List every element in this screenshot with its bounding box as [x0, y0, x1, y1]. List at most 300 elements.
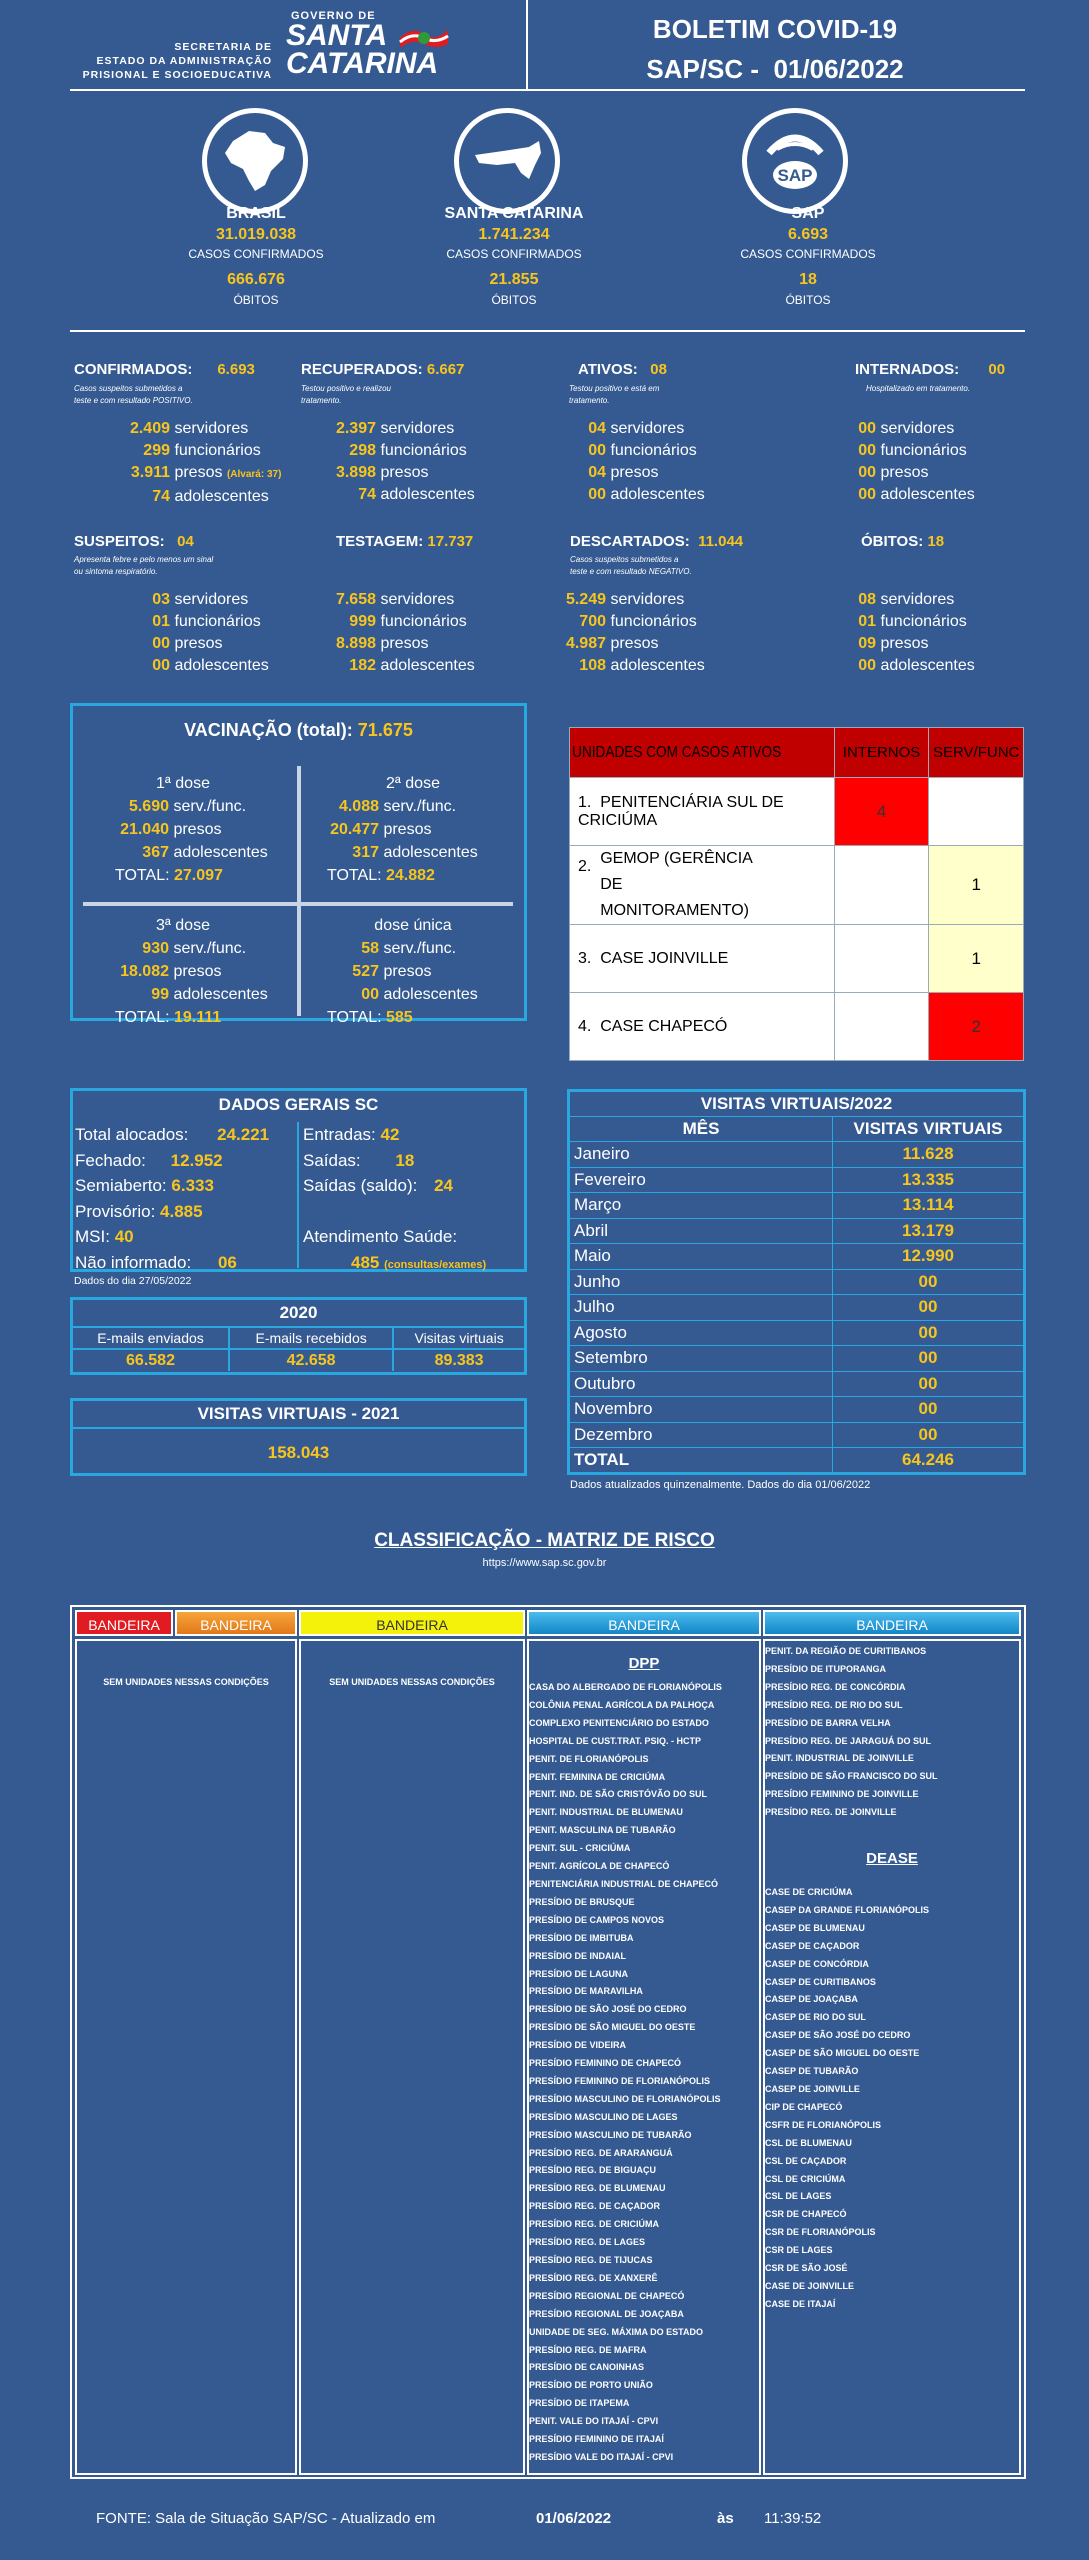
general-value: 24 [434, 1176, 453, 1195]
table-row [569, 1320, 1025, 1346]
unit-list-item: PRESÍDIO DE PORTO UNIÃO [529, 2380, 653, 2391]
stat-label: ÓBITOS: [861, 533, 924, 550]
unit-cell [570, 925, 835, 993]
unit-cell [570, 993, 835, 1061]
stat-value: 298 [349, 442, 376, 459]
stat-total: 6.667 [426, 361, 465, 378]
stat-total: 18 [927, 533, 945, 550]
stat-category: funcionários [880, 442, 967, 459]
table-row [569, 1193, 1025, 1219]
month-cell: Junho [569, 1269, 833, 1295]
visits-cell: 00 [833, 1371, 1025, 1397]
unit-list-item: CSL DE CRICIÚMA [765, 2173, 846, 2184]
unit-name: GEMOP (GERÊNCIA DE MONITORAMENTO) [600, 850, 752, 919]
note-line: tratamento. [569, 396, 610, 405]
note-line: Casos suspeitos submetidos a [570, 555, 679, 564]
stat-total: 17.737 [427, 533, 474, 550]
dose-value: 99 [151, 986, 169, 1003]
unit-list-item: PRESÍDIO REG. DE RIO DO SUL [765, 1699, 903, 1710]
dose-category: adolescentes [173, 844, 268, 861]
general-label: Total alocados: [75, 1125, 189, 1144]
region-sc [394, 205, 634, 307]
stat-list-testagem [306, 589, 475, 677]
stat-category: adolescentes [610, 486, 705, 503]
unit-list-item: PENIT. MASCULINA DE TUBARÃO [529, 1825, 676, 1836]
dose-category: presos [173, 963, 222, 980]
unit-list-item: CASA DO ALBERGADO DE FLORIANÓPOLIS [529, 1682, 722, 1692]
general-date-note: Dados do dia 27/05/2022 [74, 1275, 192, 1287]
stat-value: 00 [858, 464, 876, 481]
unit-list-item: PRESÍDIO REG. DE MAFRA [529, 2344, 647, 2355]
general-divider [297, 1122, 299, 1268]
stat-label: TESTAGEM: [336, 533, 424, 550]
dose-2 [303, 772, 523, 887]
table-row [570, 846, 1024, 925]
unit-list-item: PRESÍDIO REG. DE JARAGUÁ DO SUL [765, 1735, 932, 1746]
stat-value: 00 [588, 442, 606, 459]
unit-list-item: PRESÍDIO MASCULINO DE LAGES [529, 2111, 678, 2122]
dose-category: presos [383, 963, 432, 980]
unit-cell [570, 778, 835, 846]
region-deaths: 18 [799, 271, 817, 288]
col-emails-received: E-mails recebidos [229, 1327, 393, 1349]
footer-source: FONTE: Sala de Situação SAP/SC - Atualizado em [96, 2510, 436, 2527]
month-cell: Abril [569, 1218, 833, 1244]
unit-list-item: PRESÍDIO REG. DE XANXERÊ [529, 2272, 658, 2283]
logo-top-text: GOVERNO DE [291, 10, 376, 22]
dose-value: 527 [352, 963, 379, 980]
risk-url: https://www.sap.sc.gov.br [482, 1557, 607, 1569]
region-cases-label: CASOS CONFIRMADOS [188, 247, 324, 261]
note-line: teste e com resultado POSITIVO. [74, 396, 193, 405]
flag-orange: BANDEIRA [175, 1610, 297, 1636]
internos-count: 4 [834, 778, 929, 846]
stat-suspeitos [74, 533, 194, 550]
stat-value: 74 [152, 488, 170, 505]
general-label: Provisório: [75, 1201, 156, 1221]
unit-list-item: PRESÍDIO DE MARAVILHA [529, 1986, 643, 1997]
unit-list-item: PRESÍDIO FEMININO DE CHAPECÓ [529, 2058, 682, 2069]
unit-list-item: PENIT. DA REGIÃO DE CURITIBANOS [765, 1646, 927, 1656]
footer-time: 11:39:52 [764, 2510, 822, 2527]
footer [96, 2510, 435, 2527]
stat-category: funcionários [174, 613, 261, 630]
stat-value: 00 [152, 635, 170, 652]
month-cell: Março [569, 1193, 833, 1219]
table-row [569, 1269, 1025, 1295]
stat-category: presos [380, 635, 429, 652]
region-deaths-label: ÓBITOS [785, 293, 831, 307]
visits-cell: 00 [833, 1397, 1025, 1423]
visits-cell: 12.990 [833, 1244, 1025, 1270]
visits-header: VISITAS VIRTUAIS [833, 1116, 1025, 1142]
stat-category: funcionários [380, 442, 467, 459]
month-cell: Fevereiro [569, 1167, 833, 1193]
virtual-2022-note: Dados atualizados quinzenalmente. Dados do dia 01/06/2022 [570, 1479, 871, 1491]
month-cell: Janeiro [569, 1142, 833, 1168]
stat-note [570, 554, 692, 578]
header-underline [70, 89, 1025, 91]
stat-category: servidores [380, 420, 455, 437]
unit-list-item: PRESÍDIO DE LAGUNA [529, 1968, 629, 1979]
year-2021-value: 158.043 [267, 1443, 330, 1462]
unit-list-item: PRESÍDIO DE IMBITUBA [529, 1932, 634, 1943]
unit-number: 1. [578, 793, 592, 811]
unit-list-item: PRESÍDIO REG. DE JOINVILLE [765, 1807, 897, 1818]
unit-list-item: PRESÍDIO DE CAMPOS NOVOS [529, 1914, 665, 1925]
serv-func-header: SERV/FUNC [929, 728, 1024, 778]
stat-category: presos [610, 464, 659, 481]
dose-title: 2ª dose [386, 775, 440, 792]
unit-name: CASE CHAPECÓ [600, 1017, 728, 1035]
active-units-header: UNIDADES COM CASOS ATIVOS [570, 728, 795, 778]
secretaria-line: PRISIONAL E SOCIOEDUCATIVA [82, 69, 272, 81]
general-label: Saídas: [303, 1150, 361, 1170]
unit-list-item: PRESÍDIO REGIONAL DE CHAPECÓ [529, 2290, 685, 2301]
serv-func-count [929, 778, 1024, 846]
flag-blue-1: BANDEIRA [527, 1610, 761, 1636]
month-cell: Outubro [569, 1371, 833, 1397]
dose-1 [73, 772, 293, 887]
stat-category: servidores [174, 420, 249, 437]
dose-total: 585 [385, 1009, 413, 1026]
stat-label: INTERNADOS: [855, 361, 960, 378]
dose-value: 367 [142, 844, 169, 861]
visits-cell: 00 [833, 1269, 1025, 1295]
flag-blue-2: BANDEIRA [763, 1610, 1021, 1636]
stat-category: servidores [610, 591, 685, 608]
unit-list-item: PENIT. DE FLORIANÓPOLIS [529, 1753, 649, 1764]
col-emails-sent: E-mails enviados [73, 1327, 229, 1349]
unit-list-item: PRESÍDIO DE BRUSQUE [529, 1896, 635, 1907]
general-value: 40 [114, 1227, 134, 1246]
region-cases: 31.019.038 [215, 226, 297, 243]
general-left [75, 1122, 269, 1275]
serv-func-count: 2 [929, 993, 1024, 1061]
footer-at: às [717, 2510, 734, 2527]
unit-list-item: CASEP DE SÃO JOSÉ DO CEDRO [765, 2030, 911, 2041]
stat-note [866, 383, 970, 395]
stat-value: 00 [152, 657, 170, 674]
unit-list-item: PRESÍDIO DE ITUPORANGA [765, 1663, 887, 1674]
unit-list-item: HOSPITAL DE CUST.TRAT. PSIQ. - HCTP [529, 1735, 702, 1746]
region-deaths-label: ÓBITOS [233, 293, 279, 307]
month-cell: Maio [569, 1244, 833, 1270]
stat-value: 00 [858, 420, 876, 437]
dpp-title: DPP [628, 1655, 660, 1672]
stat-recuperados [301, 361, 464, 378]
vaccination-vertical-divider [297, 766, 301, 1016]
risk-matrix [70, 1605, 1026, 2479]
month-header: MÊS [569, 1116, 833, 1142]
flag-red: BANDEIRA [75, 1610, 173, 1636]
stat-value: 00 [588, 486, 606, 503]
alvara-note: (Alvará: 37) [226, 469, 282, 480]
dose-total-label: TOTAL: [327, 867, 382, 884]
stat-category: adolescentes [880, 486, 975, 503]
month-cell: Agosto [569, 1320, 833, 1346]
year-2021-title: VISITAS VIRTUAIS - 2021 [197, 1404, 400, 1423]
unit-list-item: PRESÍDIO FEMININO DE JOINVILLE [765, 1789, 919, 1800]
dease-title: DEASE [866, 1850, 918, 1867]
stat-category: funcionários [880, 613, 967, 630]
unit-list-item: CASEP DE JOINVILLE [765, 2083, 860, 2094]
stat-category: presos [880, 464, 929, 481]
unit-list-item: CSFR DE FLORIANÓPOLIS [765, 2119, 882, 2130]
stat-value: 3.898 [335, 464, 376, 481]
dose-category: presos [173, 821, 222, 838]
unit-list-item: PRESÍDIO REG. DE LAGES [529, 2237, 646, 2248]
region-name: SANTA CATARINA [444, 205, 584, 222]
stat-total: 6.693 [217, 361, 255, 378]
general-data-box [70, 1088, 527, 1272]
dose-total: 24.882 [385, 867, 435, 884]
region-cases-label: CASOS CONFIRMADOS [446, 247, 582, 261]
sap-logo-icon [747, 113, 843, 209]
note-line: Casos suspeitos submetidos a [74, 384, 183, 393]
unit-list-item: CASEP DA GRANDE FLORIANÓPOLIS [765, 1904, 930, 1915]
dose-value: 21.040 [120, 821, 169, 838]
secretaria-line: ESTADO DA ADMINISTRAÇÃO [96, 55, 272, 67]
vaccination-title [73, 720, 524, 741]
unit-list-item: PRESÍDIO REG. DE ARARANGUÁ [529, 2147, 673, 2158]
stat-list-descartados [530, 589, 705, 677]
unit-list-item: PRESÍDIO DE VIDEIRA [529, 2040, 627, 2051]
year-2020-box [70, 1297, 527, 1375]
visits-cell: 13.114 [833, 1193, 1025, 1219]
dose-value: 5.690 [128, 798, 169, 815]
internos-count [834, 846, 929, 925]
stat-value: 999 [349, 613, 376, 630]
stat-label: CONFIRMADOS: [74, 361, 193, 378]
footer-date: 01/06/2022 [536, 2510, 612, 2527]
table-row [570, 778, 1024, 846]
month-cell: Julho [569, 1295, 833, 1321]
unit-list-item: CSR DE LAGES [765, 2245, 833, 2256]
stat-category: presos [880, 635, 929, 652]
table-row [570, 993, 1024, 1061]
virtual-visits-2022-table [567, 1089, 1026, 1475]
risk-col-1 [75, 1639, 297, 2475]
general-label: Entradas: [303, 1125, 376, 1144]
dose-value: 930 [142, 940, 169, 957]
internos-count [834, 993, 929, 1061]
unit-list-item: CASEP DE CAÇADOR [765, 1940, 860, 1951]
dose-value: 20.477 [330, 821, 379, 838]
stat-value: 00 [858, 486, 876, 503]
dose-value: 18.082 [120, 963, 169, 980]
health-value: 485 [351, 1252, 380, 1272]
general-value: 4.885 [160, 1201, 203, 1221]
stat-total: 04 [177, 533, 194, 550]
stat-list-confirmados [100, 418, 281, 508]
unit-list-item: PENIT. SUL - CRICIÚMA [529, 1843, 631, 1854]
active-units-table [569, 727, 1024, 1061]
dose-total: 27.097 [173, 867, 223, 884]
unit-list-item: PRESÍDIO FEMININO DE ITAJAÍ [529, 2434, 664, 2445]
stat-value: 08 [858, 591, 876, 608]
general-value: 18 [395, 1150, 415, 1170]
dose-value: 00 [361, 986, 379, 1003]
general-value: 42 [380, 1125, 400, 1144]
region-deaths-label: ÓBITOS [491, 293, 537, 307]
table-row [569, 1422, 1025, 1448]
visits-cell: 00 [833, 1295, 1025, 1321]
stat-list-recuperados [306, 418, 475, 506]
unit-number: 3. [578, 949, 592, 967]
stat-value: 01 [152, 613, 170, 630]
note-line: ou sintoma respiratório. [74, 567, 158, 576]
unit-list-item: COLÔNIA PENAL AGRÍCOLA DA PALHOÇA [529, 1699, 715, 1710]
stat-list-internados [836, 418, 975, 506]
table-row [569, 1397, 1025, 1423]
unit-list-item: PRESÍDIO VALE DO ITAJAÍ - CPVI [529, 2451, 674, 2462]
visits-cell: 00 [833, 1320, 1025, 1346]
region-circle-brasil [202, 108, 308, 214]
dose-title: 3ª dose [156, 917, 210, 934]
unit-list-item: PRESÍDIO MASCULINO DE FLORIANÓPOLIS [529, 2093, 721, 2104]
visits-cell: 13.179 [833, 1218, 1025, 1244]
year-2021-box [70, 1398, 527, 1476]
stat-label: RECUPERADOS: [301, 361, 423, 378]
unit-list-item: PENIT. IND. DE SÃO CRISTÓVÃO DO SUL [529, 1789, 708, 1800]
unit-list-item: PRESÍDIO DE SÃO JOSÉ DO CEDRO [529, 2004, 687, 2015]
stat-category: presos [380, 464, 429, 481]
dease-list [765, 1884, 929, 2314]
unit-list-item: CSL DE CAÇADOR [765, 2155, 847, 2166]
general-title: DADOS GERAIS SC [218, 1095, 379, 1114]
health-label: Atendimento Saúde: [303, 1227, 458, 1246]
stat-value: 5.249 [565, 591, 606, 608]
unit-list-item: COMPLEXO PENITENCIÁRIO DO ESTADO [529, 1717, 709, 1728]
secretaria-line: SECRETARIA DE [174, 41, 272, 53]
stat-category: funcionários [380, 613, 467, 630]
table-row [569, 1371, 1025, 1397]
stat-category: presos [174, 464, 223, 481]
stat-value: 04 [588, 464, 606, 481]
stat-value: 4.987 [565, 635, 606, 652]
stat-value: 2.397 [335, 420, 376, 437]
general-value: 24.221 [217, 1125, 270, 1144]
note-line: tratamento. [301, 396, 342, 405]
stat-category: funcionários [610, 613, 697, 630]
dose-3 [73, 914, 293, 1029]
stat-list-obitos [836, 589, 975, 677]
region-circle-sc [454, 108, 560, 214]
visits-cell: 00 [833, 1346, 1025, 1372]
unit-list-item: PRESÍDIO DE BARRA VELHA [765, 1717, 891, 1728]
dose-total: 19.111 [173, 1009, 222, 1026]
government-logo [286, 10, 466, 85]
dose-value: 4.088 [338, 798, 379, 815]
stat-category: servidores [880, 420, 955, 437]
general-value: 06 [217, 1252, 237, 1272]
serv-func-count: 1 [929, 846, 1024, 925]
table-row [569, 1142, 1025, 1168]
stat-value: 01 [858, 613, 876, 630]
secretaria-text [60, 40, 272, 82]
stat-obitos [861, 533, 944, 550]
unit-name: PENITENCIÁRIA SUL DE CRICIÚMA [578, 793, 784, 829]
stat-value: 8.898 [335, 635, 376, 652]
region-brasil [156, 205, 356, 307]
unit-list-item: PRESÍDIO DE SÃO FRANCISCO DO SUL [765, 1771, 938, 1782]
stat-category: funcionários [610, 442, 697, 459]
stat-category: servidores [380, 591, 455, 608]
table-row [569, 1346, 1025, 1372]
stat-note [569, 383, 659, 407]
stat-value: 299 [143, 442, 170, 459]
stat-category: servidores [610, 420, 685, 437]
vaccination-title-label: VACINAÇÃO (total): [184, 720, 353, 740]
dose-category: adolescentes [383, 986, 478, 1003]
unit-list-item: CASEP DE SÃO MIGUEL DO OESTE [765, 2048, 920, 2059]
stat-value: 7.658 [335, 591, 376, 608]
total-value: 64.246 [833, 1448, 1025, 1474]
region-deaths: 21.855 [489, 271, 539, 288]
stat-total: 11.044 [698, 533, 744, 550]
region-cases: 1.741.234 [478, 226, 550, 243]
stat-value: 09 [858, 635, 876, 652]
unit-list-item: CSL DE LAGES [765, 2191, 832, 2202]
stat-value: 2.409 [129, 420, 170, 437]
stat-ativos [578, 361, 667, 378]
general-right [303, 1122, 486, 1278]
unit-list-item: CSL DE BLUMENAU [765, 2137, 852, 2148]
dose-category: serv./func. [383, 798, 457, 815]
risk-none-2: SEM UNIDADES NESSAS CONDIÇÕES [329, 1677, 495, 1687]
unit-list-item: CASEP DE RIO DO SUL [765, 2012, 866, 2023]
unit-list-item: PRESÍDIO DE INDAIAL [529, 1950, 627, 1961]
unit-list-item: CASE DE ITAJAÍ [765, 2298, 836, 2309]
emails-received-value: 42.658 [229, 1349, 393, 1371]
stat-total: 08 [650, 361, 667, 378]
unit-list-item: CASEP DE CURITIBANOS [765, 1976, 876, 1987]
serv-func-count: 1 [929, 925, 1024, 993]
unit-list-item: CASE DE JOINVILLE [765, 2280, 855, 2291]
unit-list-item: PENITENCIÁRIA INDUSTRIAL DE CHAPECÓ [529, 1878, 719, 1889]
dose-value: 317 [352, 844, 379, 861]
stat-list-suspeitos [110, 589, 269, 677]
unit-list-item: PENIT. AGRÍCOLA DE CHAPECÓ [529, 1861, 670, 1872]
internos-header: INTERNOS [834, 728, 929, 778]
unit-cell [570, 846, 835, 925]
unit-list-item: CSR DE SÃO JOSÉ [765, 2263, 848, 2274]
unit-list-item: CIP DE CHAPECÓ [765, 2101, 843, 2112]
general-label: MSI: [75, 1227, 110, 1246]
region-cases: 6.693 [787, 226, 829, 243]
unit-list-item: PENIT. VALE DO ITAJAÍ - CPVI [529, 2416, 659, 2427]
note-line: Apresenta febre e pelo menos um sinal [74, 555, 214, 564]
unit-list-item: PRESÍDIO REGIONAL DE JOAÇABA [529, 2308, 684, 2319]
stat-descartados [570, 533, 743, 550]
stat-value: 3.911 [130, 464, 170, 481]
general-label: Não informado: [75, 1252, 192, 1272]
dose-total-label: TOTAL: [115, 1009, 170, 1026]
stat-note [74, 554, 213, 578]
region-cases-label: CASOS CONFIRMADOS [740, 247, 876, 261]
region-name: BRASIL [226, 205, 286, 222]
general-value: 6.333 [171, 1176, 214, 1195]
emails-sent-value: 66.582 [73, 1349, 229, 1371]
stat-value: 00 [858, 442, 876, 459]
sap-logo-text: SAP [777, 166, 813, 185]
unit-list-item: PRESÍDIO REG. DE BIGUAÇU [529, 2165, 657, 2176]
stat-label: ATIVOS: [578, 361, 638, 378]
flag-yellow: BANDEIRA [299, 1610, 525, 1636]
year-2020-title: 2020 [279, 1303, 318, 1322]
dose-category: serv./func. [173, 940, 247, 957]
